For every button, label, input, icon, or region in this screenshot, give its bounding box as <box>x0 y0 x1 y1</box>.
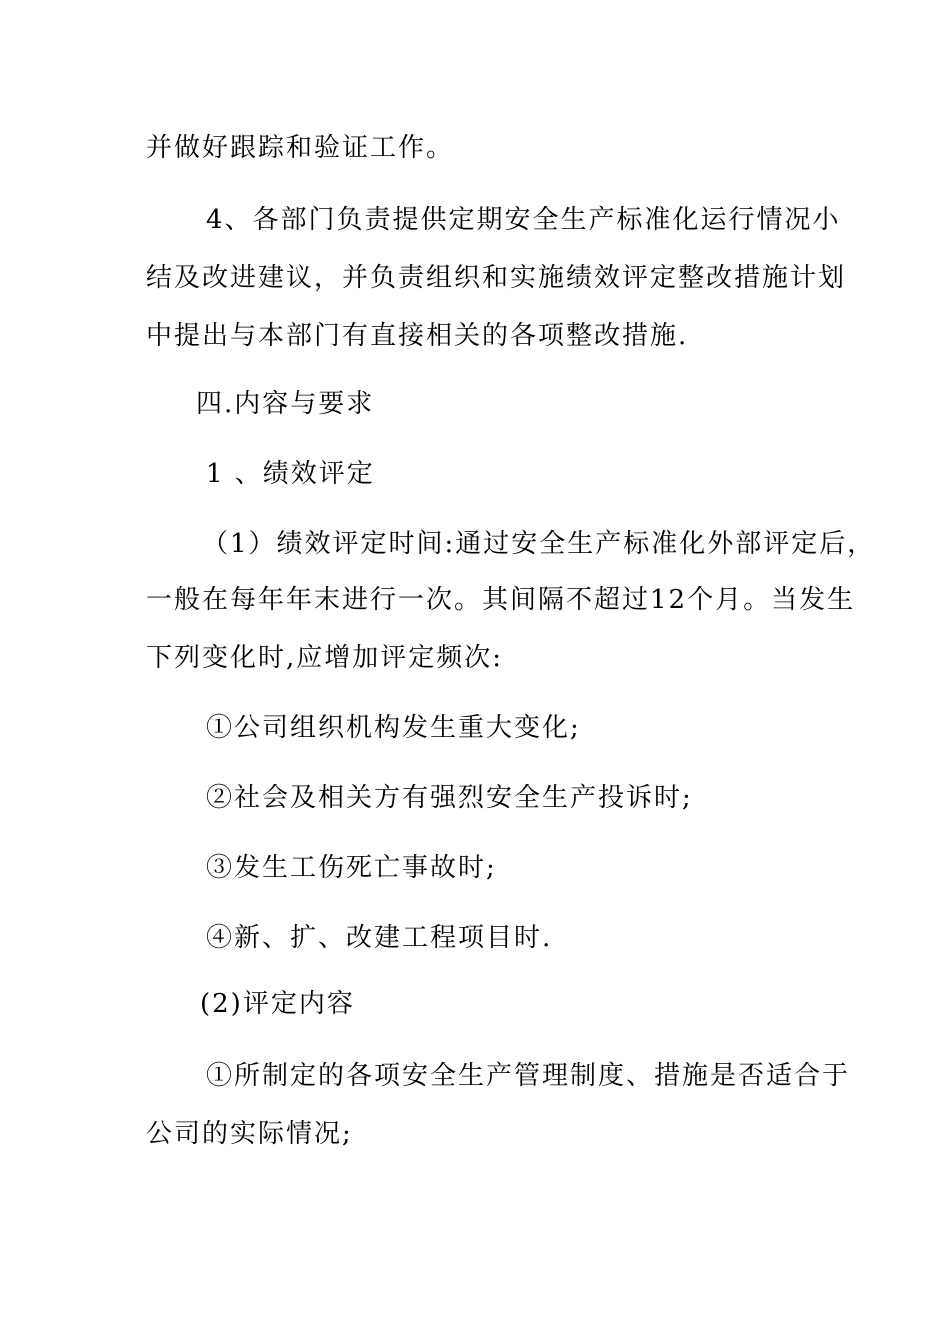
body-text-line: 公司的实际情况; <box>146 1119 353 1149</box>
body-text-line: 中提出与本部门有直接相关的各项整改措施. <box>146 321 689 351</box>
section-heading: 四.内容与要求 <box>196 389 375 419</box>
list-item: ③发生工伤死亡事故时; <box>206 853 497 883</box>
list-item-4: 4、各部门负责提供定期安全生产标准化运行情况小 <box>206 205 841 235</box>
subsection-heading: 1 、绩效评定 <box>206 459 375 489</box>
subsection-heading: (2)评定内容 <box>200 989 355 1019</box>
list-item: ②社会及相关方有强烈安全生产投诉时; <box>206 783 693 813</box>
paragraph-1-line: 一般在每年年末进行一次。其间隔不超过12个月。当发生 <box>146 585 856 615</box>
paragraph-1-line: 下列变化时,应增加评定频次: <box>146 643 504 673</box>
list-item: ①所制定的各项安全生产管理制度、措施是否适合于 <box>206 1061 851 1091</box>
body-text-line: 并做好跟踪和验证工作。 <box>146 133 455 163</box>
body-text-line: 结及改进建议，并负责组织和实施绩效评定整改措施计划 <box>146 263 847 293</box>
list-item: ①公司组织机构发生重大变化; <box>206 713 581 743</box>
list-item: ④新、扩、改建工程项目时. <box>206 923 553 953</box>
paragraph-1-line: （1）绩效评定时间:通过安全生产标准化外部评定后， <box>202 529 876 559</box>
